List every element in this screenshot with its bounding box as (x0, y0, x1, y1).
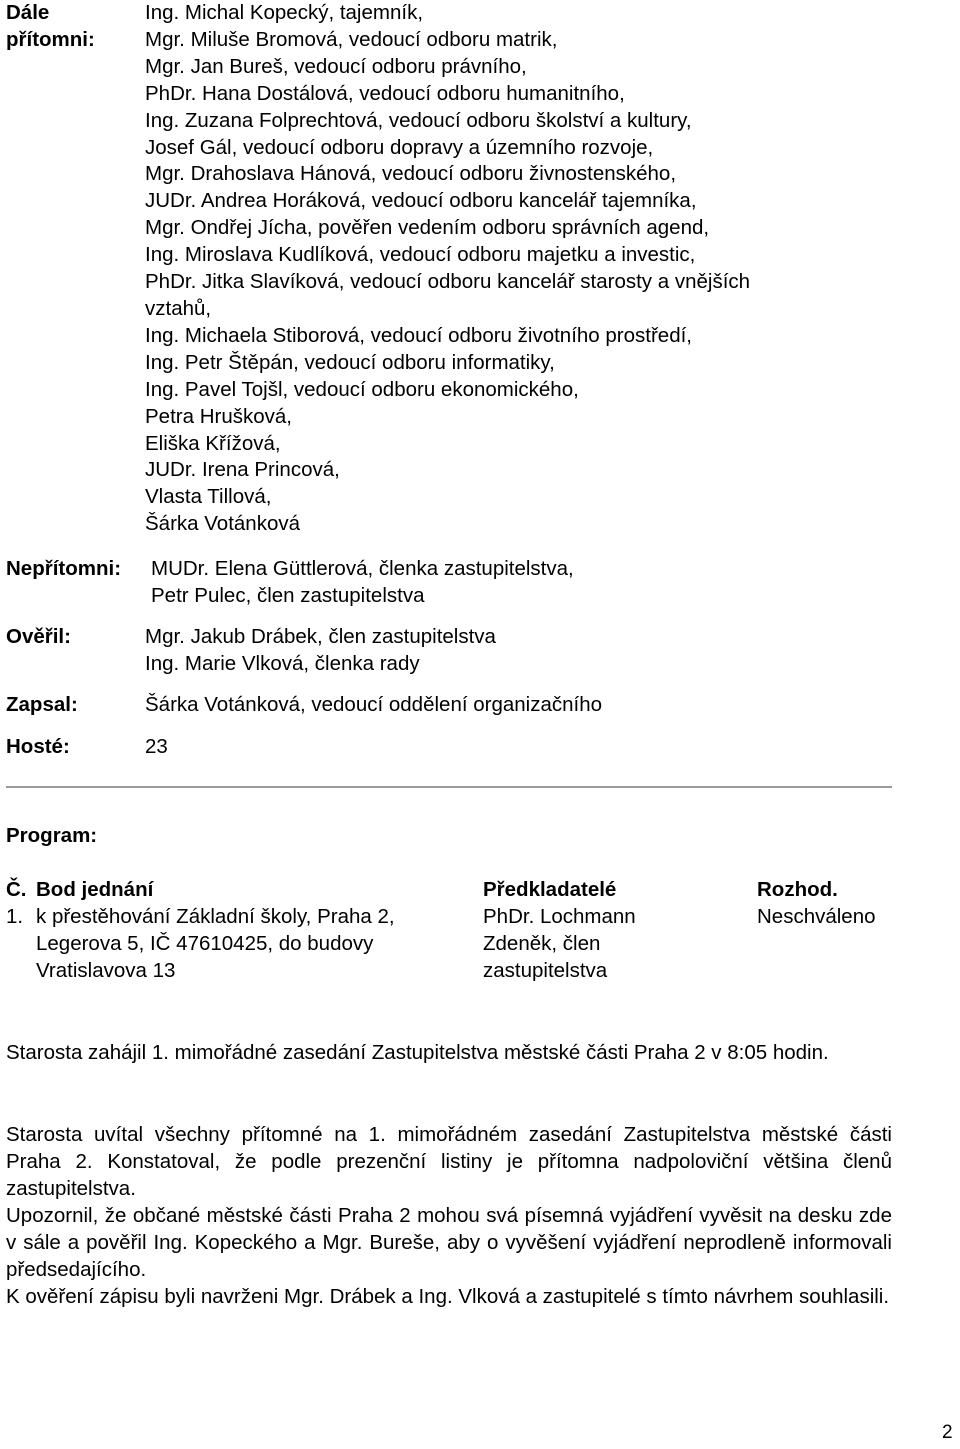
present-item: Eliška Křížová, (145, 431, 281, 455)
present-item: PhDr. Jitka Slavíková, vedoucí odboru kancelář starosty a vnějších (145, 270, 751, 294)
present-item: Mgr. Miluše Bromová, vedoucí odboru matrik, (145, 27, 558, 51)
absent-item: Petr Pulec, člen zastupitelstva (151, 583, 425, 607)
present-item: Ing. Zuzana Folprechtová, vedoucí odboru školství a kultury, (145, 108, 692, 132)
present-item: Ing. Pavel Tojšl, vedoucí odboru ekonomického, (145, 377, 579, 401)
recorded-label: Zapsal: (6, 693, 78, 716)
divider (6, 786, 892, 788)
program-header-presenters: Předkladatelé (483, 878, 617, 901)
present-item: Mgr. Drahoslava Hánová, vedoucí odboru živnostenského, (145, 162, 677, 186)
paragraph-opening: Starosta zahájil 1. mimořádné zasedání Zastupitelstva městské části Praha 2 v 8:05 hodin. (6, 1041, 829, 1064)
present-item: Ing. Michal Kopecký, tajemník, (145, 1, 424, 24)
present-item: JUDr. Irena Princová, (145, 458, 340, 482)
program-row-presenter-line: zastupitelstva (483, 959, 608, 982)
present-item: Petra Hrušková, (145, 404, 292, 428)
verified-label: Ověřil: (6, 625, 71, 648)
guests-value: 23 (145, 735, 168, 758)
present-item: Josef Gál, vedoucí odboru dopravy a územního rozvoje, (145, 135, 654, 159)
program-row-number: 1. (6, 905, 24, 928)
program-row-item-line: k přestěhování Základní školy, Praha 2, (36, 905, 395, 928)
absent-item: MUDr. Elena Güttlerová, členka zastupitelstva, (151, 557, 574, 580)
page-number: 2 (942, 1422, 953, 1443)
verified-item: Ing. Marie Vlková, členka rady (145, 651, 420, 675)
present-item: Ing. Petr Štěpán, vedoucí odboru informatiky, (145, 350, 555, 374)
present-item: Vlasta Tillová, (145, 485, 272, 509)
program-row-presenters (483, 903, 636, 984)
program-title: Program: (6, 824, 98, 847)
verified-list (145, 624, 496, 678)
program-header-decision: Rozhod. (757, 878, 838, 901)
program-row-presenter-line: Zdeněk, člen (483, 932, 601, 955)
guests-label: Hosté: (6, 735, 70, 758)
paragraph-verification: K ověření zápisu byli navrženi Mgr. Drábek a Ing. Vlková a zastupitelé s tímto návrhem souhlasili. (6, 1285, 890, 1308)
present-item: Mgr. Ondřej Jícha, pověřen vedením odboru správních agend, (145, 216, 710, 240)
present-item: Šárka Votánková (145, 512, 300, 536)
recorded-value: Šárka Votánková, vedoucí oddělení organizačního (145, 693, 603, 716)
present-label-1: Dále (6, 1, 50, 24)
present-item: PhDr. Hana Dostálová, vedoucí odboru humanitního, (145, 81, 625, 105)
paragraph-notice: Upozornil, že občané městské části Praha 2 mohou svá písemná vyjádření vyvěsit na desku zde v sále a pověřil Ing. Kopeckého a Mgr. Bureše, aby o vyvěšení vyjádření neprodleně informovali předsedajícího. (6, 1204, 892, 1281)
program-row-decision: Neschváleno (757, 905, 876, 928)
program-header-number: Č. (6, 878, 27, 901)
verified-item: Mgr. Jakub Drábek, člen zastupitelstva (145, 625, 496, 648)
absent-label: Nepřítomni: (6, 557, 122, 580)
program-row-presenter-line: PhDr. Lochmann (483, 905, 636, 928)
present-list (145, 0, 750, 538)
paragraph-welcome: Starosta uvítal všechny přítomné na 1. mimořádném zasedání Zastupitelstva městské části Praha 2. Konstatoval, že podle prezenční listiny je přítomna nadpoloviční většina členů zastupitelstva. (6, 1123, 892, 1200)
absent-list (151, 556, 574, 610)
present-item: JUDr. Andrea Horáková, vedoucí odboru kancelář tajemníka, (145, 189, 697, 213)
program-row-item (36, 903, 395, 984)
present-label-2: přítomni: (6, 28, 95, 51)
present-item: Mgr. Jan Bureš, vedoucí odboru právního, (145, 54, 527, 78)
program-row-item-line: Vratislavova 13 (36, 959, 176, 982)
program-row-item-line: Legerova 5, IČ 47610425, do budovy (36, 932, 374, 955)
present-item: Ing. Michaela Stiborová, vedoucí odboru životního prostředí, (145, 323, 692, 347)
program-header-item: Bod jednání (36, 878, 154, 901)
present-item: Ing. Miroslava Kudlíková, vedoucí odboru majetku a investic, (145, 243, 696, 267)
present-item: vztahů, (145, 296, 212, 320)
